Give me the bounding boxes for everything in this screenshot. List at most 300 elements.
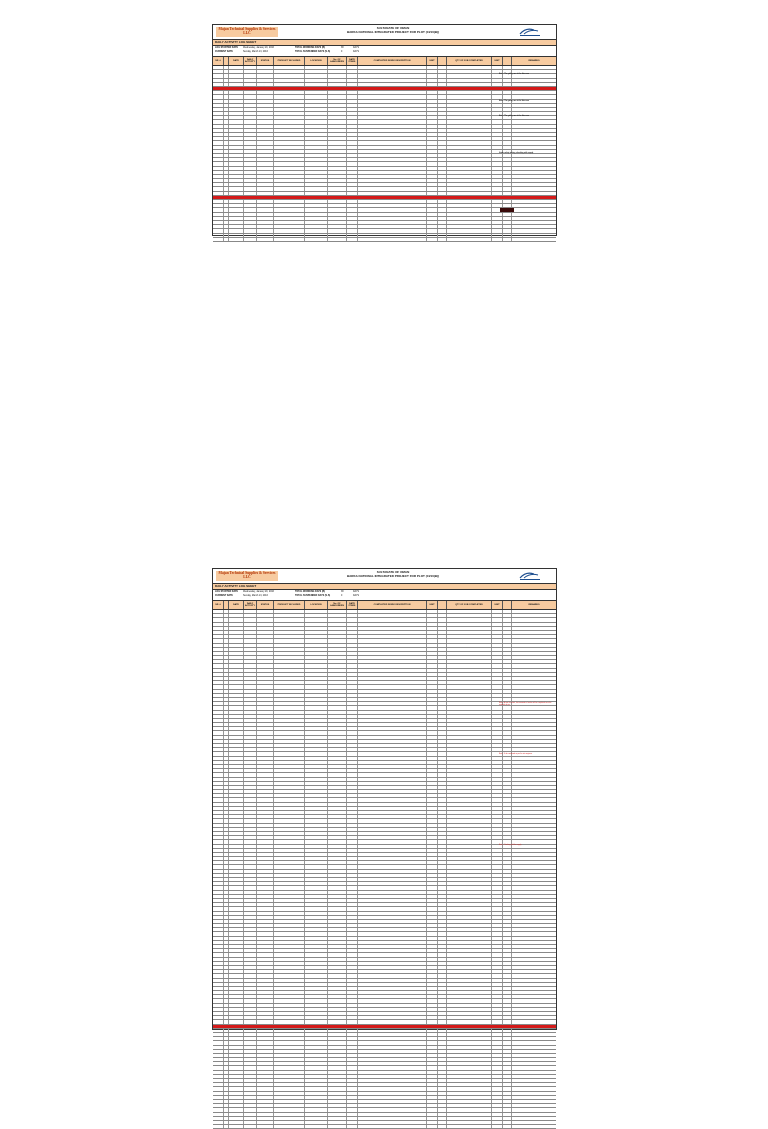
table-cell [305, 736, 328, 739]
table-cell [328, 870, 347, 873]
table-cell [358, 702, 427, 705]
table-cell [358, 752, 427, 755]
table-cell [328, 614, 347, 617]
table-cell [213, 623, 224, 626]
table-cell [257, 639, 274, 642]
table-cell [213, 958, 224, 961]
table-cell [257, 865, 274, 868]
table-cell [447, 798, 492, 801]
table-cell [512, 1050, 556, 1053]
table-cell [427, 748, 438, 751]
table-cell [229, 970, 244, 973]
col-date: DATE [229, 57, 244, 65]
table-cell [328, 229, 347, 232]
table-cell [492, 882, 503, 885]
table-cell [257, 1108, 274, 1111]
table-cell [358, 225, 427, 228]
table-cell [305, 752, 328, 755]
table-cell [274, 790, 305, 793]
table-cell [257, 681, 274, 684]
table-cell [305, 836, 328, 839]
table-cell [229, 204, 244, 207]
table-cell [213, 225, 224, 228]
table-cell [274, 991, 305, 994]
table-cell [244, 635, 257, 638]
table-cell [274, 171, 305, 174]
table-cell [328, 150, 347, 153]
table-cell [492, 1117, 503, 1120]
table-cell [274, 154, 305, 157]
table-cell [213, 95, 224, 98]
table-cell [438, 104, 447, 107]
table-cell [503, 627, 512, 630]
col-product: PRODUCT INCLUDED [274, 57, 305, 65]
table-cell [328, 698, 347, 701]
table-cell [447, 958, 492, 961]
table-cell [213, 1054, 224, 1057]
table-cell [427, 1012, 438, 1015]
table-cell [257, 773, 274, 776]
table-cell [213, 773, 224, 776]
table-cell [305, 865, 328, 868]
table-cell [347, 698, 358, 701]
table-cell [347, 685, 358, 688]
table-cell [512, 991, 556, 994]
table-cell [257, 886, 274, 889]
col-work-description: COMPLETED WORK DESCRIPTION [358, 57, 427, 65]
table-cell [438, 811, 447, 814]
table-cell [358, 744, 427, 747]
table-cell [427, 1092, 438, 1095]
table-cell [305, 786, 328, 789]
table-cell [358, 116, 427, 119]
table-cell [492, 225, 503, 228]
table-cell [244, 125, 257, 128]
table-cell [447, 141, 492, 144]
table-cell [347, 1016, 358, 1019]
table-cell [244, 916, 257, 919]
table-cell [274, 1062, 305, 1065]
table-cell [438, 669, 447, 672]
table-cell [438, 970, 447, 973]
table-cell [213, 1046, 224, 1049]
table-cell [274, 1008, 305, 1011]
table-cell [305, 1008, 328, 1011]
table-cell [274, 213, 305, 216]
table-cell [274, 660, 305, 663]
table-row [213, 1125, 556, 1129]
table-cell [244, 91, 257, 94]
table-cell [358, 677, 427, 680]
table-cell [305, 945, 328, 948]
table-cell [347, 937, 358, 940]
table-cell [347, 1087, 358, 1090]
table-cell [503, 769, 512, 772]
table-cell [229, 949, 244, 952]
table-cell [213, 133, 224, 136]
table-cell [328, 158, 347, 161]
table-cell [438, 886, 447, 889]
table-cell [347, 740, 358, 743]
table-cell [347, 719, 358, 722]
table-cell [229, 824, 244, 827]
table-cell [229, 932, 244, 935]
table-cell [347, 970, 358, 973]
table-cell [512, 899, 556, 902]
table-cell [512, 238, 556, 241]
table-cell [447, 882, 492, 885]
table-cell [229, 769, 244, 772]
table-cell [274, 1100, 305, 1103]
table-cell [427, 108, 438, 111]
table-cell [492, 920, 503, 923]
table-cell [347, 150, 358, 153]
table-cell [328, 761, 347, 764]
table-cell [503, 979, 512, 982]
table-cell [328, 719, 347, 722]
table-cell [229, 83, 244, 86]
table-cell [512, 618, 556, 621]
table-cell [244, 1075, 257, 1078]
table-cell [244, 669, 257, 672]
table-cell [257, 803, 274, 806]
table-cell [229, 648, 244, 651]
table-cell [229, 706, 244, 709]
table-cell [229, 1100, 244, 1103]
col-daily-activity: DAILY ACTIVITY [244, 601, 257, 609]
table-cell [244, 234, 257, 237]
table-cell [328, 702, 347, 705]
table-cell [438, 1096, 447, 1099]
table-cell [438, 83, 447, 86]
table-cell [305, 924, 328, 927]
table-cell [213, 146, 224, 149]
table-cell [492, 1037, 503, 1040]
table-cell [257, 1016, 274, 1019]
table-cell [347, 953, 358, 956]
table-cell [328, 845, 347, 848]
table-cell [213, 108, 224, 111]
table-cell [274, 857, 305, 860]
table-cell [492, 694, 503, 697]
table-cell [347, 200, 358, 203]
table-cell [512, 108, 556, 111]
table-cell [438, 962, 447, 965]
table-cell [492, 229, 503, 232]
table-cell [213, 983, 224, 986]
table-cell [244, 677, 257, 680]
table-cell [244, 719, 257, 722]
table-cell [328, 83, 347, 86]
table-cell [274, 916, 305, 919]
table-cell [492, 1079, 503, 1082]
table-cell [358, 832, 427, 835]
table-cell [229, 1054, 244, 1057]
table-cell [512, 949, 556, 952]
table-cell [347, 907, 358, 910]
table-cell [274, 187, 305, 190]
table-cell [438, 1004, 447, 1007]
table-cell [244, 920, 257, 923]
table-cell [274, 903, 305, 906]
table-cell [274, 828, 305, 831]
table-cell [274, 932, 305, 935]
table-cell [438, 208, 447, 211]
table-cell [347, 631, 358, 634]
table-cell [512, 635, 556, 638]
table-cell [274, 966, 305, 969]
table-cell [438, 112, 447, 115]
table-cell [512, 815, 556, 818]
table-cell [358, 824, 427, 827]
table-cell [274, 87, 305, 90]
table-cell [229, 874, 244, 877]
table-cell [305, 845, 328, 848]
table-cell [492, 1100, 503, 1103]
table-cell [512, 1121, 556, 1124]
table-cell [438, 1075, 447, 1078]
table-cell [503, 1012, 512, 1015]
table-cell [305, 1100, 328, 1103]
table-cell [492, 137, 503, 140]
table-cell [257, 677, 274, 680]
table-cell [427, 635, 438, 638]
table-cell [447, 949, 492, 952]
table-cell [257, 150, 274, 153]
table-cell [328, 803, 347, 806]
table-cell [503, 1020, 512, 1023]
table-cell [328, 192, 347, 195]
table-cell [274, 635, 305, 638]
table-cell [492, 120, 503, 123]
table-cell [438, 995, 447, 998]
table-cell [512, 757, 556, 760]
table-cell [438, 1079, 447, 1082]
table-cell [503, 192, 512, 195]
table-cell [347, 639, 358, 642]
table-cell [358, 974, 427, 977]
table-cell [503, 685, 512, 688]
table-cell [358, 1041, 427, 1044]
table-cell [328, 987, 347, 990]
table-cell [347, 221, 358, 224]
table-cell [305, 179, 328, 182]
table-cell [447, 196, 492, 199]
table-cell [257, 798, 274, 801]
table-cell [229, 1075, 244, 1078]
table-cell [447, 167, 492, 170]
table-cell [447, 983, 492, 986]
table-cell [492, 937, 503, 940]
table-cell [305, 116, 328, 119]
table-cell [427, 146, 438, 149]
table-cell [328, 807, 347, 810]
table-cell [305, 840, 328, 843]
table-cell [438, 1108, 447, 1111]
table-cell [447, 1104, 492, 1107]
table-cell [229, 79, 244, 82]
table-cell [229, 1083, 244, 1086]
table-cell [427, 773, 438, 776]
table-cell [328, 167, 347, 170]
table-cell [229, 1096, 244, 1099]
table-cell [347, 1092, 358, 1095]
table-cell [347, 1066, 358, 1069]
table-cell [257, 120, 274, 123]
table-cell [257, 782, 274, 785]
table-cell [244, 836, 257, 839]
table-cell [447, 903, 492, 906]
table-cell [305, 146, 328, 149]
table-cell [512, 878, 556, 881]
table-cell [274, 719, 305, 722]
table-cell [447, 907, 492, 910]
table-cell [447, 1062, 492, 1065]
table-cell [274, 778, 305, 781]
table-cell [447, 1075, 492, 1078]
table-cell [328, 1108, 347, 1111]
table-cell [328, 187, 347, 190]
table-cell [358, 660, 427, 663]
table-cell [447, 610, 492, 613]
table-cell [305, 1092, 328, 1095]
table-cell [305, 702, 328, 705]
table-cell [274, 196, 305, 199]
table-cell [244, 83, 257, 86]
table-cell [358, 886, 427, 889]
table-cell [347, 1083, 358, 1086]
table-cell [358, 761, 427, 764]
table-cell [244, 1050, 257, 1053]
table-cell [244, 744, 257, 747]
table-cell [492, 891, 503, 894]
table-cell [274, 849, 305, 852]
table-cell [427, 116, 438, 119]
table-cell [244, 187, 257, 190]
table-cell [447, 125, 492, 128]
table-cell [328, 711, 347, 714]
table-cell [438, 1041, 447, 1044]
table-cell [447, 895, 492, 898]
table-cell [305, 928, 328, 931]
table-cell [492, 999, 503, 1002]
table-cell [503, 204, 512, 207]
table-cell [274, 677, 305, 680]
table-cell [358, 999, 427, 1002]
table-cell [213, 966, 224, 969]
table-cell [229, 1062, 244, 1065]
suspended-days-unit: DAYS [353, 51, 360, 53]
table-cell [492, 79, 503, 82]
table-cell [229, 836, 244, 839]
table-cell [447, 95, 492, 98]
table-cell [438, 644, 447, 647]
table-cell [328, 610, 347, 613]
table-cell [274, 748, 305, 751]
table-cell [512, 610, 556, 613]
table-cell [257, 112, 274, 115]
table-cell [503, 146, 512, 149]
table-cell [438, 187, 447, 190]
table-cell [358, 204, 427, 207]
table-cell [229, 853, 244, 856]
table-cell [503, 803, 512, 806]
table-cell [512, 782, 556, 785]
table-cell [305, 652, 328, 655]
table-cell [274, 150, 305, 153]
table-cell [503, 158, 512, 161]
table-cell [427, 845, 438, 848]
table-cell [438, 108, 447, 111]
table-cell [257, 740, 274, 743]
table-cell [213, 125, 224, 128]
table-cell [328, 648, 347, 651]
table-cell [438, 706, 447, 709]
table-cell [213, 740, 224, 743]
table-cell [274, 162, 305, 165]
table-cell [358, 1092, 427, 1095]
table-cell [274, 125, 305, 128]
table-cell [503, 744, 512, 747]
table-cell [274, 1004, 305, 1007]
table-cell [427, 723, 438, 726]
table-cell [427, 907, 438, 910]
table-cell [328, 899, 347, 902]
table-cell [492, 761, 503, 764]
current-date-value: Sunday, March 13, 2016 [243, 595, 268, 597]
table-cell [213, 644, 224, 647]
col-unit: UNIT [427, 57, 438, 65]
table-cell [438, 1016, 447, 1019]
table-cell [358, 229, 427, 232]
table-cell [438, 857, 447, 860]
table-cell [492, 1125, 503, 1128]
table-cell [244, 991, 257, 994]
table-cell [427, 865, 438, 868]
table-cell [358, 1100, 427, 1103]
table-cell [427, 958, 438, 961]
table-cell [274, 1125, 305, 1128]
table-cell [347, 87, 358, 90]
table-cell [492, 614, 503, 617]
table-cell [257, 694, 274, 697]
table-cell [427, 1113, 438, 1116]
table-cell [328, 945, 347, 948]
table-cell [257, 891, 274, 894]
table-cell [328, 179, 347, 182]
table-cell [328, 924, 347, 927]
table-cell [427, 757, 438, 760]
table-cell [503, 1108, 512, 1111]
table-cell [438, 694, 447, 697]
table-cell [358, 1071, 427, 1074]
table-cell [447, 694, 492, 697]
table-cell [492, 1041, 503, 1044]
table-cell [447, 1016, 492, 1019]
table-cell [229, 677, 244, 680]
table-cell [427, 644, 438, 647]
table-cell [512, 1029, 556, 1032]
table-cell [229, 740, 244, 743]
table-cell [229, 1121, 244, 1124]
table-cell [492, 953, 503, 956]
table-cell [438, 150, 447, 153]
table-cell [358, 1029, 427, 1032]
table-cell [213, 845, 224, 848]
table-cell [257, 171, 274, 174]
working-days-value: 38 [341, 591, 344, 593]
table-cell [305, 962, 328, 965]
